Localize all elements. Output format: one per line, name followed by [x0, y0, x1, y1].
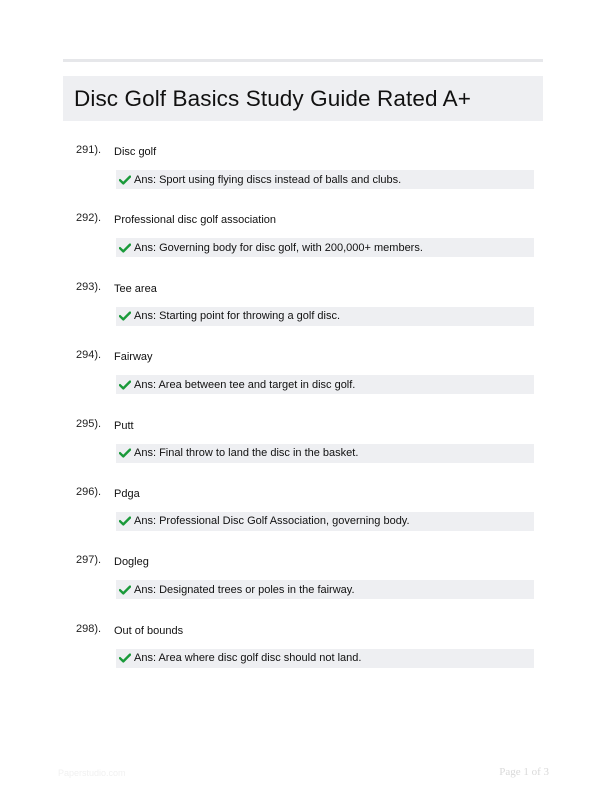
- question-text: Out of bounds: [114, 624, 184, 637]
- page-number: Page 1 of 3: [499, 766, 549, 778]
- answer-box: [116, 649, 534, 668]
- question-item: [63, 211, 543, 279]
- document-title: Disc Golf Basics Study Guide Rated A+: [74, 85, 472, 111]
- question-text: Putt: [114, 419, 134, 432]
- question-text: Fairway: [114, 351, 153, 364]
- question-number: 296).: [76, 485, 102, 498]
- check-icon: [119, 448, 131, 458]
- question-item: [63, 417, 543, 485]
- footer-watermark: Paperstudio.com: [58, 768, 126, 778]
- check-icon: [119, 585, 131, 595]
- question-number: 292).: [76, 212, 102, 225]
- answer-text: Ans: Professional Disc Golf Association, governing body.: [134, 515, 410, 528]
- check-icon: [119, 311, 131, 321]
- check-icon: [119, 243, 131, 253]
- answer-box: [116, 375, 534, 394]
- answer-text: Ans: Designated trees or poles in the fairway.: [134, 583, 355, 596]
- answer-box: [116, 307, 534, 326]
- title-banner: [63, 76, 543, 121]
- question-text: Pdga: [114, 487, 140, 500]
- answer-box: [116, 170, 534, 189]
- answer-text: Ans: Starting point for throwing a golf disc.: [134, 310, 341, 323]
- question-item: [63, 622, 543, 690]
- question-text: Professional disc golf association: [114, 214, 277, 227]
- answer-box: [116, 512, 534, 531]
- answer-text: Ans: Governing body for disc golf, with 200,000+ members.: [134, 241, 423, 254]
- question-item: [63, 280, 543, 348]
- question-number: 294).: [76, 349, 102, 362]
- question-text: Dogleg: [114, 556, 149, 569]
- check-icon: [119, 380, 131, 390]
- question-number: 295).: [76, 417, 102, 430]
- answer-box: [116, 444, 534, 463]
- question-item: [63, 485, 543, 553]
- answer-text: Ans: Final throw to land the disc in the basket.: [134, 447, 359, 460]
- question-item: [63, 348, 543, 416]
- answer-box: [116, 238, 534, 257]
- question-number: 293).: [76, 280, 102, 293]
- question-text: Disc golf: [114, 146, 157, 158]
- answer-text: Ans: Sport using flying discs instead of balls and clubs.: [134, 173, 402, 186]
- question-list: [63, 143, 543, 690]
- check-icon: [119, 653, 131, 663]
- question-text: Tee area: [114, 282, 157, 295]
- top-divider: [63, 59, 543, 62]
- check-icon: [119, 175, 131, 185]
- question-number: 297).: [76, 554, 102, 567]
- answer-box: [116, 580, 534, 599]
- answer-text: Ans: Area between tee and target in disc golf.: [134, 378, 356, 391]
- check-icon: [119, 516, 131, 526]
- answer-text: Ans: Area where disc golf disc should not land.: [134, 652, 362, 665]
- question-item: [63, 143, 543, 211]
- question-item: [63, 553, 543, 621]
- question-number: 298).: [76, 622, 102, 635]
- question-number: 291).: [76, 144, 102, 156]
